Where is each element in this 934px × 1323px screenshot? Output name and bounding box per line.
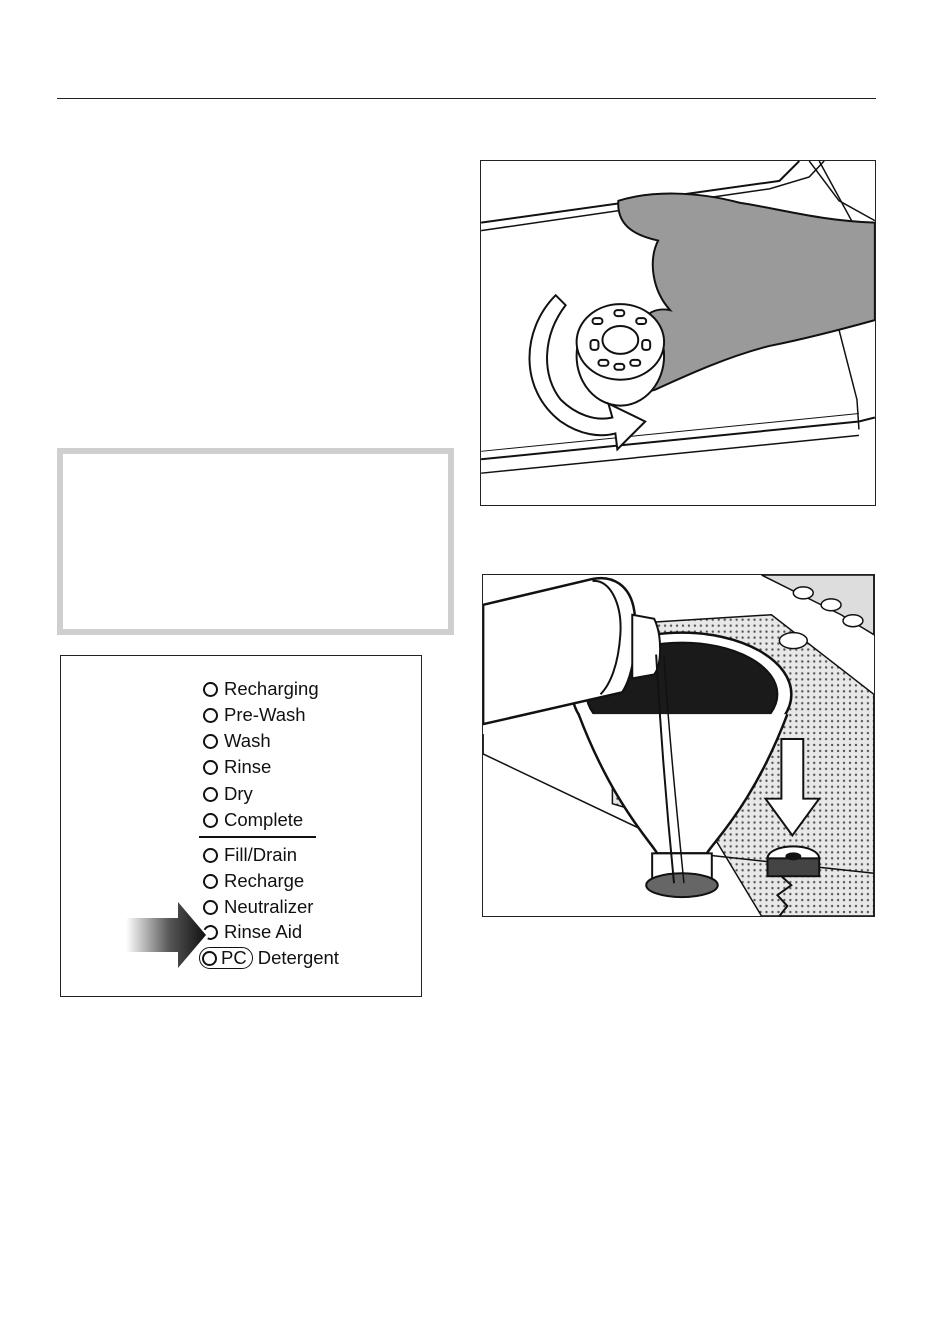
figure-pour-rinse-aid [482, 574, 875, 917]
pc-label: PC [221, 947, 247, 968]
indicator-rinse-aid [203, 921, 302, 943]
indicator-fill-drain [203, 844, 297, 866]
indicator-label: Recharge [224, 870, 305, 891]
indicator-dry [203, 783, 253, 805]
pointer-arrow-icon [126, 900, 208, 970]
indicator-label: Neutralizer [224, 896, 314, 917]
indicator-neutralizer [203, 896, 313, 918]
cap-illustration [481, 161, 875, 505]
indicator-divider [199, 836, 316, 838]
indicator-label: Wash [224, 730, 271, 751]
indicator-recharge [203, 870, 304, 892]
indicator-rinse [203, 756, 271, 778]
indicator-ring-icon [203, 787, 218, 802]
indicator-pre-wash [203, 704, 306, 726]
indicator-recharging [203, 678, 319, 700]
indicator-ring-icon [203, 874, 218, 889]
indicator-ring-icon [203, 682, 218, 697]
header-rule [57, 98, 876, 99]
indicator-ring-icon [203, 734, 218, 749]
indicator-label: Fill/Drain [224, 844, 297, 865]
indicator-label: Pre-Wash [224, 704, 306, 725]
indicator-pc-detergent [199, 947, 339, 969]
indicator-label: Rinse Aid [224, 921, 303, 942]
indicator-wash [203, 730, 271, 752]
indicator-label: Dry [224, 783, 253, 804]
indicator-label: Recharging [224, 678, 319, 699]
indicator-complete [203, 809, 303, 831]
indicator-label: Detergent [257, 947, 339, 968]
control-panel-illustration [60, 655, 422, 997]
indicator-ring-icon [203, 708, 218, 723]
indicator-ring-icon [203, 760, 218, 775]
indicator-ring-icon [203, 848, 218, 863]
note-box [57, 448, 454, 635]
figure-open-cap [480, 160, 876, 506]
funnel-illustration [483, 575, 874, 916]
indicator-label: Rinse [224, 756, 272, 777]
indicator-ring-icon [203, 813, 218, 828]
indicator-label: Complete [224, 809, 304, 830]
